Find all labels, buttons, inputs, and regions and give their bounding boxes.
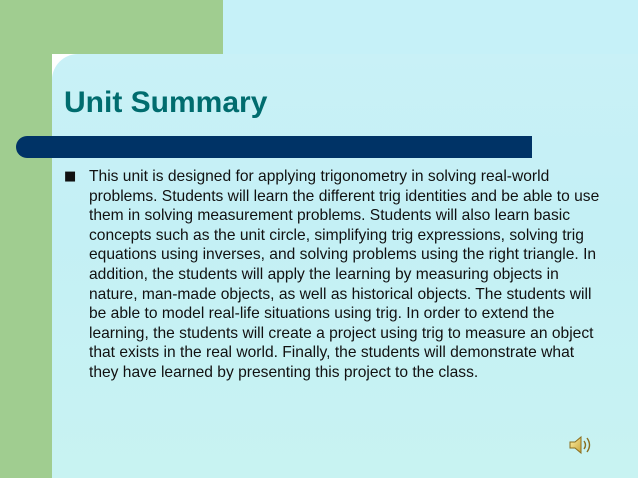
bullet-text: This unit is designed for applying trigonometry in solving real-world problems. Students will learn the different trig identities and be able to use them in solving measurement problems. Students will also learn basic concepts such as the unit circle, simplifying trig expressions, solving trig equations using inverses, and solving problems using the right triangle. In addition, the students will apply the learning by measuring objects in nature, man-made objects, as well as historical objects. The students will be able to model real-life situations using trig. In order to extend the learning, the students will create a project using trig to measure an object that exists in the real world. Finally, the students will demonstrate what they have learned by presenting this project to the class. (89, 168, 600, 381)
list-item (64, 167, 604, 383)
speaker-icon[interactable] (568, 434, 594, 456)
bullet-list (64, 167, 604, 383)
title-underline-bar (16, 136, 532, 158)
bullet-icon: ■ (64, 169, 77, 184)
panel-top-area (223, 0, 638, 54)
green-frame-left (0, 0, 52, 478)
green-frame-top (0, 0, 223, 54)
slide-title: Unit Summary (64, 86, 268, 119)
